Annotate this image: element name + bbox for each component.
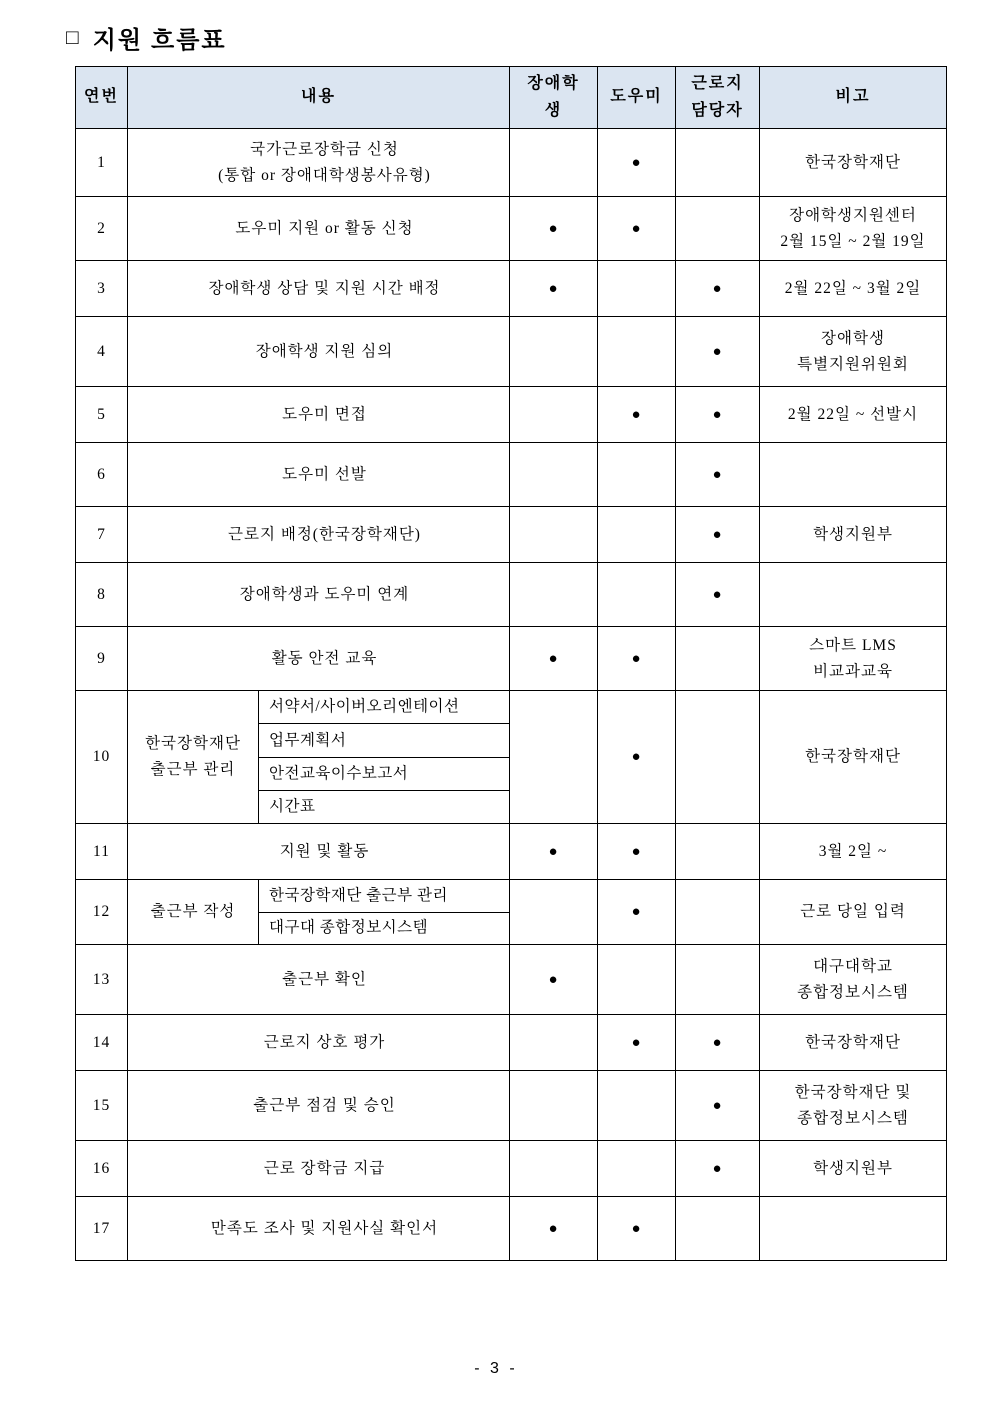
mark-dot: ● — [548, 971, 559, 988]
note-line: 대구대학교 — [813, 957, 893, 975]
mark-dot: ● — [631, 154, 642, 171]
row-note — [760, 317, 947, 387]
header-label-line: 내용 — [301, 88, 336, 106]
row-number: 13 — [76, 945, 128, 1015]
content-line: 만족도 조사 및 지원사실 확인서 — [210, 1219, 439, 1237]
mark-cell-manager — [676, 1071, 760, 1141]
content-sub-items — [259, 880, 509, 944]
mark-dot: ● — [631, 904, 642, 921]
table-row — [76, 945, 947, 1015]
row-note — [760, 387, 947, 443]
row-content — [128, 1015, 510, 1071]
mark-dot: ● — [548, 220, 559, 237]
content-line: 국가근로장학금 신청 — [250, 140, 399, 158]
row-content — [128, 443, 510, 507]
row-note — [760, 129, 947, 197]
row-number: 1 — [76, 129, 128, 197]
note-line: 스마트 LMS — [809, 636, 897, 654]
mark-dot: ● — [712, 406, 723, 423]
row-note — [760, 1015, 947, 1071]
mark-cell-helper — [598, 824, 676, 880]
mark-dot: ● — [548, 280, 559, 297]
note-line: 한국장학재단 — [805, 1033, 901, 1051]
mark-dot: ● — [712, 1160, 723, 1177]
note-line: 장애학생지원센터 — [789, 206, 917, 224]
note-line: 종합정보시스템 — [797, 983, 909, 1001]
content-line: 근로 장학금 지급 — [263, 1159, 386, 1177]
content-label — [128, 880, 259, 944]
row-note — [760, 1197, 947, 1261]
mark-cell-helper — [598, 387, 676, 443]
content-sub-item: 안전교육이수보고서 — [259, 758, 509, 791]
row-number: 17 — [76, 1197, 128, 1261]
row-note — [760, 443, 947, 507]
header-cell-student — [510, 67, 598, 129]
mark-cell-manager — [676, 261, 760, 317]
mark-cell-manager — [676, 880, 760, 945]
row-note — [760, 563, 947, 627]
row-number: 5 — [76, 387, 128, 443]
row-content — [128, 627, 510, 691]
header-cell-note — [760, 67, 947, 129]
mark-cell-student — [510, 691, 598, 824]
mark-cell-student — [510, 945, 598, 1015]
mark-cell-manager — [676, 691, 760, 824]
note-line: 2월 22일 ~ 3월 2일 — [784, 279, 922, 297]
mark-cell-student — [510, 129, 598, 197]
row-number: 3 — [76, 261, 128, 317]
page-title — [66, 20, 227, 55]
mark-cell-helper — [598, 627, 676, 691]
content-label — [128, 691, 259, 823]
mark-cell-student — [510, 1015, 598, 1071]
content-sub-item: 한국장학재단 출근부 관리 — [259, 880, 509, 913]
note-line: 학생지원부 — [813, 525, 893, 543]
mark-dot: ● — [712, 1034, 723, 1051]
mark-dot: ● — [631, 843, 642, 860]
table-row — [76, 880, 947, 945]
mark-dot: ● — [712, 526, 723, 543]
mark-dot: ● — [712, 343, 723, 360]
mark-dot: ● — [631, 406, 642, 423]
mark-cell-manager — [676, 945, 760, 1015]
mark-cell-student — [510, 1071, 598, 1141]
row-note — [760, 1071, 947, 1141]
mark-dot: ● — [712, 586, 723, 603]
mark-cell-student — [510, 261, 598, 317]
row-note — [760, 880, 947, 945]
note-line: 한국장학재단 — [805, 153, 901, 171]
table-row — [76, 129, 947, 197]
mark-cell-manager — [676, 197, 760, 261]
content-line: 장애학생 상담 및 지원 시간 배정 — [208, 279, 441, 297]
mark-cell-student — [510, 824, 598, 880]
content-line: (통합 or 장애대학생봉사유형) — [218, 166, 431, 184]
note-line: 한국장학재단 — [805, 748, 901, 766]
mark-cell-manager — [676, 1015, 760, 1071]
row-content — [128, 507, 510, 563]
mark-cell-student — [510, 880, 598, 945]
mark-cell-manager — [676, 443, 760, 507]
mark-cell-helper — [598, 317, 676, 387]
mark-cell-helper — [598, 945, 676, 1015]
content-line: 장애학생과 도우미 연계 — [239, 585, 410, 603]
row-note — [760, 627, 947, 691]
mark-cell-student — [510, 627, 598, 691]
table-row — [76, 1071, 947, 1141]
row-content — [128, 197, 510, 261]
row-number: 15 — [76, 1071, 128, 1141]
row-content — [128, 563, 510, 627]
mark-cell-student — [510, 197, 598, 261]
content-sub-items — [259, 691, 509, 823]
row-content — [128, 387, 510, 443]
mark-cell-manager — [676, 387, 760, 443]
row-number: 10 — [76, 691, 128, 824]
row-number: 6 — [76, 443, 128, 507]
table-row — [76, 317, 947, 387]
mark-dot: ● — [712, 466, 723, 483]
content-label-line: 출근부 작성 — [150, 903, 236, 921]
mark-cell-helper — [598, 443, 676, 507]
header-row — [76, 67, 947, 129]
table-row — [76, 1197, 947, 1261]
mark-cell-helper — [598, 261, 676, 317]
mark-cell-helper — [598, 507, 676, 563]
mark-cell-manager — [676, 129, 760, 197]
row-content — [128, 1141, 510, 1197]
content-label-line: 한국장학재단 — [145, 735, 241, 753]
row-content — [128, 1197, 510, 1261]
mark-cell-helper — [598, 1071, 676, 1141]
mark-dot: ● — [712, 280, 723, 297]
table-row — [76, 563, 947, 627]
header-label-line: 비고 — [835, 88, 871, 106]
page-number: - 3 - — [474, 1360, 518, 1377]
header-cell-helper — [598, 67, 676, 129]
row-number: 14 — [76, 1015, 128, 1071]
mark-cell-helper — [598, 880, 676, 945]
mark-dot: ● — [548, 650, 559, 667]
row-content — [128, 691, 510, 824]
mark-dot: ● — [631, 1220, 642, 1237]
mark-cell-helper — [598, 129, 676, 197]
table-row — [76, 261, 947, 317]
content-line: 도우미 지원 or 활동 신청 — [235, 219, 414, 237]
mark-cell-manager — [676, 317, 760, 387]
header-label-line: 연번 — [84, 88, 119, 106]
content-line: 활동 안전 교육 — [271, 649, 378, 667]
row-content — [128, 317, 510, 387]
row-number: 7 — [76, 507, 128, 563]
content-line: 장애학생 지원 심의 — [255, 342, 394, 360]
note-line: 비교과교육 — [813, 662, 893, 680]
note-line: 한국장학재단 및 — [794, 1083, 912, 1101]
header-cell-content — [128, 67, 510, 129]
mark-cell-manager — [676, 1197, 760, 1261]
mark-cell-helper — [598, 691, 676, 824]
header-label-line: 근로지 — [691, 75, 744, 93]
note-line: 특별지원위원회 — [797, 355, 909, 373]
note-line: 3월 2일 ~ — [818, 842, 888, 860]
content-line: 출근부 확인 — [282, 970, 367, 988]
content-line: 근로지 배정(한국장학재단) — [228, 525, 421, 543]
header-cell-no — [76, 67, 128, 129]
table-row — [76, 197, 947, 261]
mark-cell-manager — [676, 563, 760, 627]
header-label-line: 생 — [544, 101, 563, 119]
content-sub-item: 업무계획서 — [259, 724, 509, 757]
mark-dot: ● — [631, 650, 642, 667]
content-line: 도우미 선발 — [282, 465, 367, 483]
row-content — [128, 880, 510, 945]
row-note — [760, 824, 947, 880]
row-note — [760, 691, 947, 824]
page-title-text: 지원 흐름표 — [92, 28, 227, 54]
note-line: 2월 22일 ~ 선발시 — [787, 405, 919, 423]
row-number: 4 — [76, 317, 128, 387]
mark-dot: ● — [548, 1220, 559, 1237]
table-row — [76, 1141, 947, 1197]
mark-cell-student — [510, 443, 598, 507]
row-content — [128, 824, 510, 880]
mark-dot: ● — [631, 1034, 642, 1051]
header-label-line: 도우미 — [610, 88, 663, 106]
row-content — [128, 261, 510, 317]
mark-cell-helper — [598, 197, 676, 261]
header-cell-manager — [676, 67, 760, 129]
content-label-line: 출근부 관리 — [150, 761, 236, 778]
table-row — [76, 691, 947, 824]
mark-cell-student — [510, 387, 598, 443]
table-row — [76, 1015, 947, 1071]
row-number: 9 — [76, 627, 128, 691]
note-line: 근로 당일 입력 — [800, 903, 906, 921]
row-content — [128, 945, 510, 1015]
mark-cell-helper — [598, 1141, 676, 1197]
mark-cell-helper — [598, 1197, 676, 1261]
mark-cell-manager — [676, 1141, 760, 1197]
mark-cell-student — [510, 563, 598, 627]
mark-cell-student — [510, 317, 598, 387]
note-line: 장애학생 — [821, 329, 885, 347]
mark-dot: ● — [712, 1097, 723, 1114]
mark-cell-student — [510, 507, 598, 563]
checkbox-icon: □ — [66, 25, 81, 49]
mark-dot: ● — [631, 220, 642, 237]
note-line: 학생지원부 — [813, 1159, 893, 1177]
note-line: 2월 15일 ~ 2월 19일 — [780, 232, 926, 250]
content-line: 도우미 면접 — [282, 405, 367, 423]
content-split — [128, 880, 509, 944]
mark-cell-manager — [676, 824, 760, 880]
row-note — [760, 261, 947, 317]
content-line: 근로지 상호 평가 — [263, 1033, 386, 1051]
header-label-line: 담당자 — [691, 101, 744, 119]
mark-cell-student — [510, 1197, 598, 1261]
content-split — [128, 691, 509, 823]
mark-cell-manager — [676, 627, 760, 691]
row-note — [760, 1141, 947, 1197]
row-number: 11 — [76, 824, 128, 880]
content-line: 지원 및 활동 — [279, 842, 370, 860]
row-number: 8 — [76, 563, 128, 627]
row-number: 16 — [76, 1141, 128, 1197]
mark-dot: ● — [548, 843, 559, 860]
flow-table — [75, 66, 947, 1261]
row-note — [760, 197, 947, 261]
content-sub-item: 시간표 — [269, 798, 316, 816]
table-row — [76, 387, 947, 443]
row-note — [760, 507, 947, 563]
row-content — [128, 129, 510, 197]
mark-cell-student — [510, 1141, 598, 1197]
content-line: 출근부 점검 및 승인 — [253, 1096, 396, 1114]
row-content — [128, 1071, 510, 1141]
header-label-line: 장애학 — [527, 75, 580, 93]
row-number: 2 — [76, 197, 128, 261]
mark-dot: ● — [631, 749, 642, 766]
table-row — [76, 627, 947, 691]
mark-cell-manager — [676, 507, 760, 563]
content-sub-item: 서약서/사이버오리엔테이션 — [259, 691, 509, 724]
content-sub-item: 대구대 종합정보시스템 — [269, 919, 429, 937]
table-row — [76, 507, 947, 563]
table-row — [76, 443, 947, 507]
mark-cell-helper — [598, 1015, 676, 1071]
note-line: 종합정보시스템 — [797, 1109, 909, 1127]
mark-cell-helper — [598, 563, 676, 627]
row-note — [760, 945, 947, 1015]
table-row — [76, 824, 947, 880]
row-number: 12 — [76, 880, 128, 945]
